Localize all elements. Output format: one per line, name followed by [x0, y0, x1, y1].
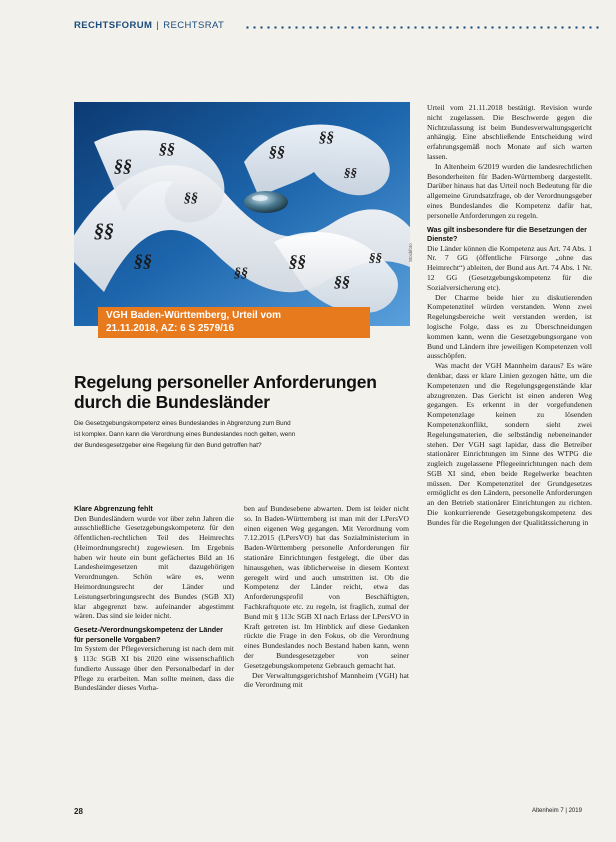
svg-text:§§: §§ [114, 156, 132, 176]
title-line-1: Regelung personeller Anforderungen [74, 372, 377, 392]
text-column-1 [74, 504, 234, 693]
header-dotted-rule [244, 26, 599, 29]
section-label: RECHTSFORUM [74, 20, 153, 31]
body-paragraph: Was macht der VGH Mannheim daraus? Es wäre denkbar, dass er klare Linien gezogen hätte, um die Kompetenzen und die Regelungsgegenstände klar abzugrenzen. Das Gericht ist einen anderen Weg gegangen. Es erkennt in der vorgefundenen Kompetenzlage keinen zu lösenden Kompetenzkonflikt, sondern sieht zwei Regelungsmaterien, die selbständig nebeneinander stehen. Der VGH sagt lapidar, dass die Betreiber stationärer Einrichtungen im Sinne des WTPG die zugleich zugelassene Pflegeeinrichtungen nach dem SGB XI sind, eben beide Regelwerke beachten müssen. Der Kompetenztitel der Grundgesetzes ermöglicht es den Ländern, personelle Anforderungen an den Betrieb stationärer Einrichtungen zu richten. Die konkurrierende Gesetzgebungskompetenz des Bundes für die Regelungen der Qualitätssicherung in [427, 361, 592, 527]
photo-caption [98, 307, 370, 338]
body-paragraph: ben auf Bundesebene abwarten. Dem ist leider nicht so. In Baden-Württemberg ist man mit der LPersVO einen eigenen Weg gegangen. Mit Verordnung vom 7.12.2015 (LPersVO) hat das Sozialministerium in Baden-Württemberg personelle Anforderungen für stationäre Einrichtungen festgelegt, die über das hinausgehen, was üblicherweise in diesem Kontext geregelt wird und auch umstritten ist. Ob die Kompetenz der Länder reicht, etwa das Anforderungsprofil von Beschäftigten, Fachkraftquote etc. zu regeln, ist fraglich, zumal der Bund mit § 113c SGB XI nach Erlass der LPersVO in Kraft getreten ist. Im Hinblick auf diese Gedanken rückte die Frage in den Fokus, ob die Verordnung eines Bundeslandes noch Bestand haben kann, wenn der Bundesgesetzgeber von seiner Gesetzgebungskompetenz Gebrauch gemacht hat. [244, 504, 409, 670]
svg-text:§§: §§ [94, 220, 114, 242]
paragraph-paper-illustration [74, 102, 410, 326]
body-paragraph: In Altenheim 6/2019 wurden die landesrechtlichen Besonderheiten für Baden-Württemberg dargestellt. Darüber hinaus hat das Urteil noch Bedeutung für die allgemeine Grundsatzfrage, ob der Verordnungsgeber eines Bundeslandes die Kompetenz dafür hat, personelle Anforderungen zu regeln. [427, 161, 592, 220]
text-column-3 [427, 103, 592, 528]
text-column-2 [244, 504, 409, 690]
article-title [74, 372, 414, 412]
svg-text:§§: §§ [184, 191, 198, 206]
svg-text:§§: §§ [344, 165, 357, 180]
body-paragraph: Der Verwaltungsgerichtshof Mannheim (VGH) hat die Verordnung mit [244, 670, 409, 690]
caption-line-1: VGH Baden-Württemberg, Urteil vom [106, 310, 282, 321]
intro-line-2: ist komplex. Dann kann die Verordnung eines Bundeslandes noch gelten, wenn [74, 431, 296, 438]
subheading: Klare Abgrenzung fehlt [74, 504, 153, 513]
title-line-2: durch die Bundesländer [74, 392, 270, 412]
article-intro [74, 418, 414, 451]
section-header [74, 20, 224, 31]
body-paragraph: Die Länder können die Kompetenz aus Art. 74 Abs. 1 Nr. 7 GG (öffentliche Fürsorge „ohne das Heimrecht“) ableiten, der Bund aus Art. 74 Abs. 1 Nr. 12 GG (Gesetzgebungskompetenz für die Sozialversicherung etc). [427, 243, 592, 292]
subsection-label: RECHTSRAT [163, 20, 225, 31]
intro-line-1: Die Gesetzgebungskompetenz eines Bundeslandes in Abgrenzung zum Bund [74, 420, 291, 427]
svg-text:§§: §§ [269, 144, 285, 161]
issue-label: Altenheim 7 | 2019 [532, 808, 582, 814]
body-paragraph: Der Charme beide hier zu diskutierenden Kompetenztitel würden verstanden. Wenn zwei Regelungsbereiche weit verstanden werden, ist logische Folge, dass es zu Überschneidungen kommen kann, wenn die Gesetzgebungsorgane von Bund und Ländern ihre jeweiligen Kompetenzen voll ausschöpfen. [427, 292, 592, 361]
page-number: 28 [74, 807, 83, 816]
header-separator: | [156, 20, 160, 31]
subheading: Was gilt insbesondere für die Besetzungen der Dienste? [427, 224, 587, 244]
intro-line-3: der Bundesgesetzgeber eine Regelung für den Bund getroffen hat? [74, 442, 262, 449]
body-paragraph: Im System der Pflegeversicherung ist nach dem mit § 113c SGB XI bis 2020 eine wissenschaftlich fundierte Aussage über den Personalbedarf in der Pflege zu erarbeiten. Man sollte meinen, dass die Bundesländer dieses Vorha- [74, 644, 234, 693]
svg-text:§§: §§ [289, 252, 306, 271]
caption-line-2: 21.11.2018, AZ: 6 S 2579/16 [106, 322, 235, 334]
body-paragraph: Den Bundesländern wurde vor über zehn Jahren die ausschließliche Gesetzgebungskompetenz für den öffentlichen-rechtlichen Teil des Heimrechts (Heimordnungsrecht) zugewiesen. Im Ergebnis haben wir heute ein bunt gefächertes Bild an 16 Landesheimgesetzen mit dazugehörigen Verordnungen. Schön wäre es, wenn Heimordnungsrecht der Länder und Leistungserbringungsrecht des Bundes (SGB XI) klar abgegrenzt bzw. aufeinander abgestimmt wären. Das sind sie leider nicht. [74, 513, 234, 621]
article-photo [74, 102, 410, 326]
svg-text:§§: §§ [319, 130, 334, 146]
subheading: Gesetz-/Verordnungskompetenz der Länder für personelle Vorgaben? [74, 625, 223, 644]
svg-text:§§: §§ [134, 251, 152, 271]
body-paragraph: Urteil vom 21.11.2018 bestätigt. Revision wurde nicht zugelassen. Die Beschwerde gegen die Nichtzulassung ist beim Bundesverwaltungsgericht anhängig. Eine abschließende Entscheidung wird erfahrungsgemäß noch Monate auf sich warten lassen. [427, 103, 592, 161]
photo-credit: Stockfoto [408, 243, 413, 262]
svg-text:§§: §§ [159, 141, 175, 158]
svg-text:§§: §§ [369, 250, 382, 265]
svg-text:§§: §§ [334, 274, 350, 291]
svg-text:§§: §§ [234, 266, 248, 281]
